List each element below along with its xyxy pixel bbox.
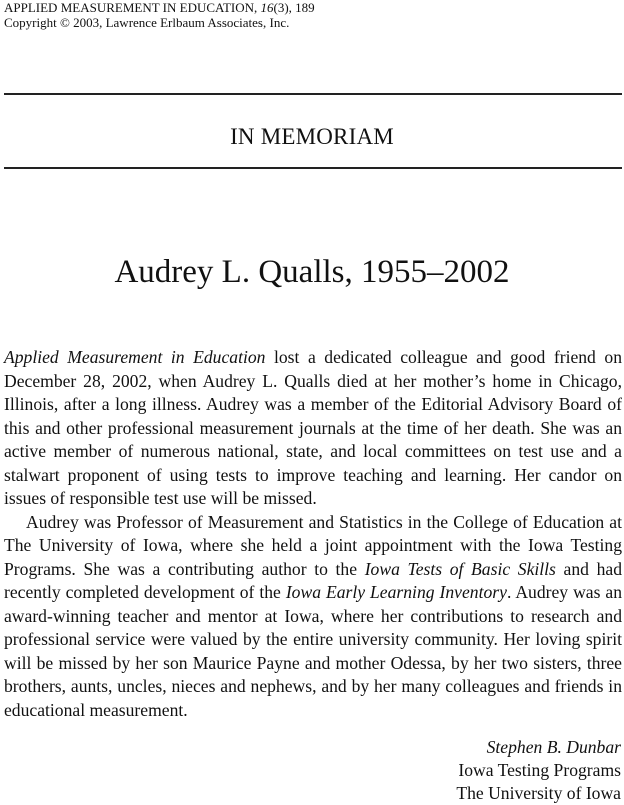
author-name: Stephen B. Dunbar <box>486 737 621 757</box>
author-affiliation-1: Iowa Testing Programs <box>458 760 621 780</box>
test-title-itbs: Iowa Tests of Basic Skills <box>364 558 556 579</box>
journal-header <box>4 0 315 30</box>
signature-block <box>456 736 621 805</box>
section-title: IN MEMORIAM <box>230 124 394 149</box>
copyright-line: Copyright © 2003, Lawrence Erlbaum Associates, Inc. <box>4 15 290 30</box>
journal-name: Applied Measurement in Education <box>4 347 266 367</box>
article-body <box>4 346 622 722</box>
paragraph-2: Audrey was Professor of Measurement and Statistics in the College of Education at The University of Iowa, where she held a joint appointment with the Iowa Testing Programs. She was a contributing author to the Iowa Tests of Basic Skills and had recently completed development of the Iowa Early Learning Inventory. Audrey was an award-winning teacher and mentor at Iowa, where her contributions to research and professional service were valued by the entire university community. Her loving spirit will be missed by her son Maurice Payne and mother Odessa, by her two sisters, three brothers, aunts, uncles, nieces and nephews, and by her many colleagues and friends in educational measurement. <box>4 511 623 720</box>
bottom-rule <box>4 167 622 169</box>
top-rule <box>4 93 622 95</box>
author-affiliation-2: The University of Iowa <box>456 783 621 803</box>
journal-citation: APPLIED MEASUREMENT IN EDUCATION, 16(3), 189 <box>4 0 315 15</box>
test-title-ieli: Iowa Early Learning Inventory <box>285 582 507 602</box>
paragraph-1: Applied Measurement in Education lost a dedicated colleague and good friend on December 28, 2002, when Audrey L. Qualls died at her mother’s home in Chicago, Illinois, after a long illness. Audrey was a member of the Editorial Advisory Board of this and other professional measurement journals at the time of her death. She was an active member of numerous national, state, and local committees on test use and a stalwart proponent of using tests to improve teaching and learning. Her candor on issues of responsible test use will be missed. <box>4 347 622 508</box>
volume-number: 16 <box>260 0 274 15</box>
article-title: Audrey L. Qualls, 1955–2002 <box>114 254 510 290</box>
